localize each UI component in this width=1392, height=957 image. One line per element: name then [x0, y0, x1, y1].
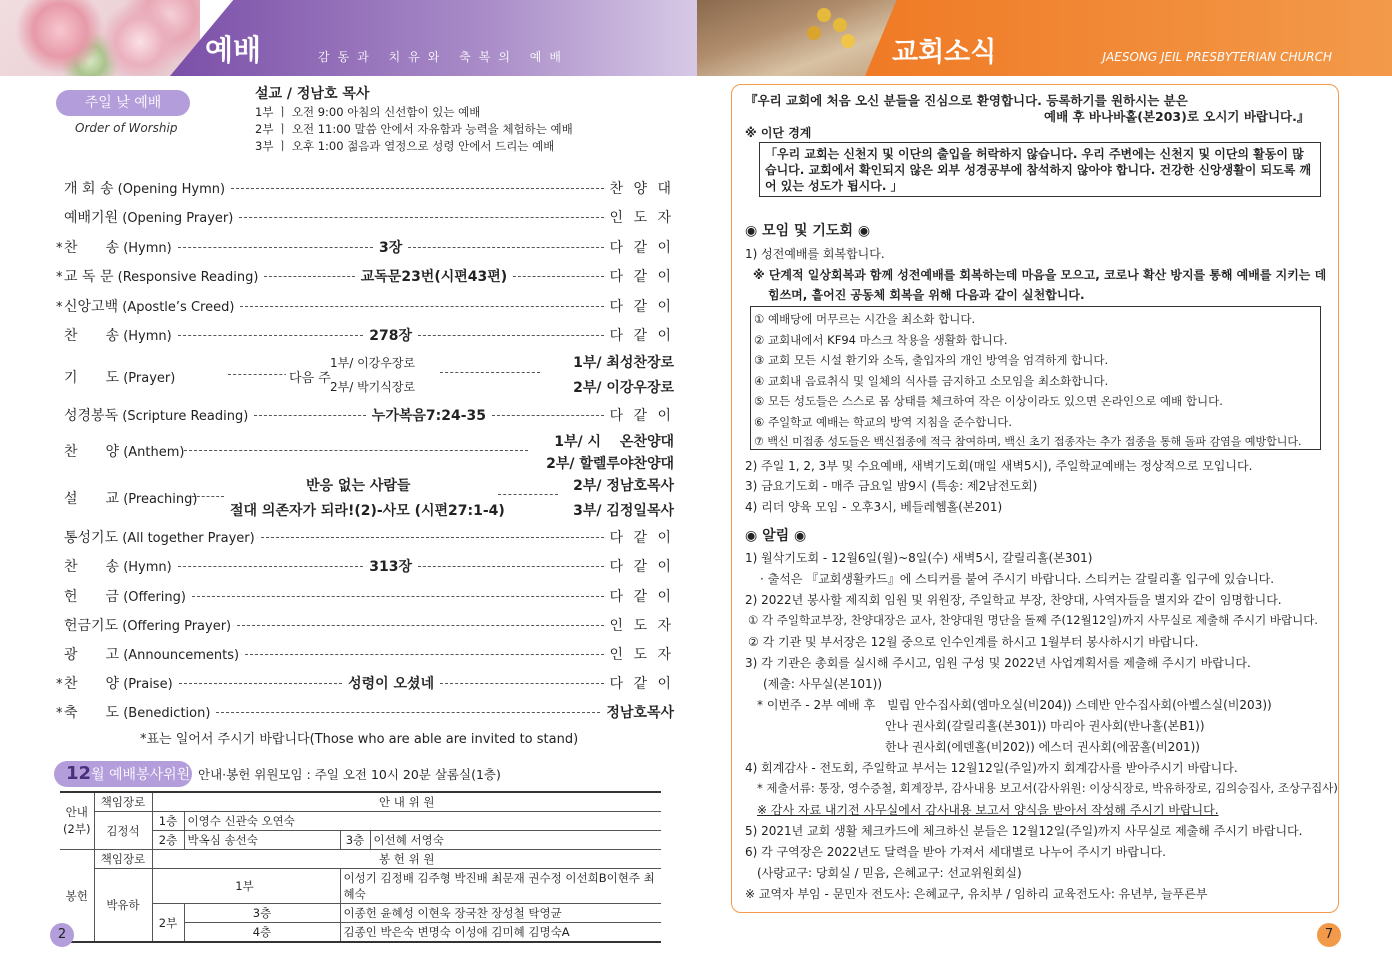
order-row	[56, 584, 674, 608]
service-time-3: 3부 ㅣ 오후 1:00 젊음과 열정으로 성령 안에서 드리는 예배	[255, 139, 555, 153]
dots	[440, 683, 603, 684]
order-leader: 인 도 자	[609, 647, 674, 663]
order-prayer	[56, 356, 674, 400]
staff-table	[60, 791, 661, 943]
order-label	[56, 644, 239, 664]
order-leader: 다 같 이	[609, 269, 674, 285]
order-label-kr: 신앙고백	[64, 299, 119, 315]
order-label	[56, 178, 225, 198]
notice-item: 5) 2021년 교회 생활 체크카드에 체크하신 분들은 12월12일(주일)까지 사무실로 제출해 주시기 바랍니다.	[745, 824, 1303, 838]
order-label-en: (Offering)	[123, 590, 186, 605]
order-row	[56, 323, 674, 347]
order-label-kr: 찬 양	[64, 676, 120, 692]
order-leader: 다 같 이	[609, 328, 675, 344]
welcome-text-2: 예배 후 바나바홀(본203)로 오시기 바랍니다.』	[1044, 109, 1310, 124]
order-label-en: (All together Prayer)	[122, 531, 255, 546]
order-label-en: (Opening Prayer)	[122, 211, 234, 226]
dots	[408, 247, 603, 248]
order-label-kr: 교 독 문	[64, 269, 114, 285]
stand-note: *표는 일어서 주시기 바랍니다(Those who are able are invited to stand)	[140, 732, 579, 747]
order-leader: 다 같 이	[609, 240, 674, 256]
meeting-note-2: 힘쓰며, 흩어진 공동체 회복을 위해 다음과 같이 실천합니다.	[768, 288, 1085, 302]
order-of-worship-label: Order of Worship	[75, 121, 178, 135]
order-row	[56, 613, 674, 637]
order-label	[56, 556, 172, 576]
stand-marker: *	[56, 241, 63, 256]
sermon-subtitle: 절대 의존자가 되라!(2)-사모 (시편27:1-4)	[230, 503, 505, 519]
notice-item: (사랑교구: 당회실 / 믿음, 은혜교구: 선교위원회실)	[757, 866, 1022, 880]
church-name: JAESONG JEIL PRESBYTERIAN CHURCH	[1102, 50, 1332, 64]
rule-item: ② 교회내에서 KF94 마스크 착용을 생활화 합니다.	[754, 332, 1008, 347]
dots	[178, 566, 364, 567]
floor: 4층	[184, 923, 340, 943]
dots	[498, 494, 558, 495]
order-label	[56, 702, 210, 722]
order-row	[56, 525, 674, 549]
notice-item: * 제출서류: 통장, 영수증철, 회계장부, 감사내용 보고서(감사위원: 이상식장로, 박유하장로, 김의승집사, 조상구집사)	[757, 781, 1338, 795]
part-label: 1부	[235, 879, 254, 893]
dots	[418, 566, 604, 567]
order-content: 누가복음7:24-35	[371, 408, 487, 424]
prayer-today-1: 1부/ 최성찬장로	[573, 355, 674, 371]
flower-decoration	[817, 8, 831, 22]
order-label-en: (Announcements)	[123, 648, 240, 663]
floor: 3층	[340, 831, 370, 850]
order-label-kr: 개 회 송	[64, 181, 114, 197]
meeting-note-1: ※ 단계적 일상회복과 함께 성전예배를 회복하는데 마음을 모으고, 코로나 확산 방지를 통해 예배를 지키는 데	[753, 268, 1327, 282]
head-elder: 책임장로	[94, 850, 152, 869]
worship-subtitle: 감동과 치유와 축복의 예배	[318, 50, 569, 64]
worship-title: 예배	[205, 33, 262, 67]
order-leader: 정남호목사	[606, 705, 674, 721]
december-staff-pill	[54, 761, 192, 787]
order-leader: 다 같 이	[609, 408, 674, 424]
order-label-kr: 예배기원	[64, 210, 119, 226]
notice-item: ② 각 기관 및 부서장은 12월 중으로 인수인계를 하시고 1월부터 봉사하시기 바랍니다.	[748, 635, 1199, 649]
service-time-1: 1부 ㅣ 오전 9:00 아침의 신선함이 있는 예배	[255, 105, 481, 119]
order-label-en: (Praise)	[123, 677, 173, 692]
order-label	[56, 237, 172, 257]
header-right	[697, 0, 1392, 76]
order-label-kr: 축 도	[64, 705, 120, 721]
welcome-text-1: 『우리 교회에 처음 오신 분들을 진심으로 환영합니다. 등록하기를 원하시는 분은	[745, 93, 1188, 108]
guide-label-2: (2부)	[63, 822, 91, 836]
order-label	[56, 296, 234, 316]
notice-item: * 이번주 - 2부 예배 후 빌립 안수집사회(엠마오실(비204)) 스데반 안수집사회(아벨스실(비203))	[757, 698, 1272, 712]
notice-item: ※ 감사 자료 내기전 사무실에서 감사내용 보고서 양식을 받아서 작성해 주시기 바랍니다.	[757, 803, 1219, 817]
members: 이선혜 서영숙	[370, 831, 661, 850]
order-row	[56, 554, 674, 578]
rule-item: ⑦ 백신 미접종 성도들은 백신접종에 적극 참여하며, 백신 초기 접종자는 추가 접종을 통해 돌파 감염을 예방합니다.	[754, 435, 1302, 448]
floor: 3층	[184, 904, 340, 923]
order-label-kr: 설 교	[64, 491, 120, 507]
dots	[245, 654, 603, 655]
order-leader: 다 같 이	[609, 530, 674, 546]
order-content: 313장	[369, 559, 412, 575]
notice-item: 2) 2022년 봉사할 제직회 임원 및 위원장, 주일학교 부장, 찬양대, 사역자들을 별지와 같이 임명합니다.	[745, 593, 1282, 607]
next-week-label: 다음 주	[286, 367, 334, 386]
dots	[178, 247, 373, 248]
order-row	[56, 700, 674, 724]
order-label	[56, 207, 233, 227]
head-guide-members: 안 내 위 원	[152, 792, 661, 812]
staff-meeting-note: 안내·봉헌 위원모임 : 주일 오전 10시 20분 살롬실(1층)	[198, 767, 501, 782]
order-row	[56, 176, 674, 200]
prayer-next-1: 1부/ 이강우장로	[330, 356, 416, 370]
order-anthem	[56, 428, 674, 472]
order-label-en: (Prayer)	[123, 371, 176, 386]
notice-item: 1) 월삭기도회 - 12월6일(월)~8일(수) 새벽5시, 갈릴리홀(본301)	[745, 551, 1093, 565]
notice-item: 안나 권사회(갈릴리홀(본301)) 마리아 권사회(반나홀(본B1))	[885, 719, 1205, 733]
dots	[254, 415, 366, 416]
dots	[440, 372, 540, 373]
dots	[192, 496, 224, 497]
order-content: 3장	[378, 240, 403, 256]
rule-item: ⑤ 모든 성도들은 스스로 몸 상태를 체크하여 작은 이상이라도 있으면 온라인으로 예배 합니다.	[754, 394, 1223, 408]
order-label-en: (Apostle’s Creed)	[122, 300, 235, 315]
part-label: 2부	[152, 904, 184, 943]
rule-item: ⑥ 주일학교 예배는 학교의 방역 지침을 준수합니다.	[754, 414, 1013, 429]
dots	[264, 276, 354, 277]
month-number: 12	[66, 763, 92, 784]
rule-item: ④ 교회내 음료취식 및 일체의 식사를 금지하고 소모임을 최소화합니다.	[754, 373, 1109, 388]
heresy-title: ※ 이단 경계	[745, 126, 812, 140]
prayer-next-2: 2부/ 박기식장로	[330, 380, 416, 394]
notice-item: (제출: 사무실(본101))	[763, 677, 883, 691]
order-label	[56, 615, 231, 635]
meeting-line-1: 1) 성전예배를 회복합니다.	[745, 247, 885, 261]
order-label	[56, 405, 248, 425]
section-notices-title: ◉ 알림 ◉	[745, 528, 807, 544]
order-label	[56, 266, 258, 286]
order-content: 278장	[369, 328, 412, 344]
order-content: 성령이 오셨네	[348, 676, 435, 692]
members: 이영수 신관숙 오연숙	[184, 812, 661, 831]
order-label	[56, 586, 186, 606]
order-label-kr: 헌 금	[64, 589, 120, 605]
order-row	[56, 205, 674, 229]
order-leader: 다 같 이	[609, 559, 675, 575]
sunday-worship-pill: 주일 낮 예배	[56, 90, 190, 116]
wood-image	[697, 0, 897, 76]
order-label-kr: 헌금기도	[64, 618, 119, 634]
order-label-kr: 찬 송	[64, 328, 120, 344]
offering-elder: 박유하	[94, 869, 152, 943]
order-content: 교독문23번(시편43편)	[360, 269, 508, 285]
order-label-kr: 찬 송	[64, 240, 120, 256]
order-label-en: (Preaching)	[123, 492, 198, 507]
order-label-kr: 찬 양	[64, 444, 120, 460]
dots	[261, 537, 604, 538]
stand-marker: *	[56, 300, 63, 315]
notice-item: ※ 교역자 부임 - 문민자 전도사: 은혜교구, 유치부 / 임하리 교육전도사: 유년부, 늘푸른부	[745, 887, 1208, 901]
meeting-line-3: 3) 금요기도회 - 매주 금요일 밤9시 (특송: 제2남전도회)	[745, 479, 1038, 493]
members: 김종인 박은숙 변명숙 이성애 김미혜 김명숙A	[340, 923, 661, 943]
meeting-line-4: 4) 리더 양육 모임 - 오후3시, 베들레헴홀(본201)	[745, 500, 1003, 514]
order-leader: 다 같 이	[609, 589, 674, 605]
order-label-kr: 성경봉독	[64, 408, 119, 424]
dots	[418, 335, 604, 336]
sermon-preacher: 설교 / 정남호 목사	[255, 86, 370, 102]
dots	[216, 712, 600, 713]
page-number-right: 7	[1317, 923, 1341, 947]
notice-item: 6) 각 구역장은 2022년도 달력을 받아 가져서 세대별로 나누어 주시기 바랍니다.	[745, 845, 1166, 859]
order-row	[56, 294, 674, 318]
order-label-en: (Hymn)	[123, 329, 172, 344]
order-row	[56, 671, 674, 695]
order-leader: 다 같 이	[609, 676, 675, 692]
order-row	[56, 264, 674, 288]
order-preaching	[56, 472, 674, 522]
preacher-2: 3부/ 김정일목사	[573, 503, 674, 519]
heresy-warning-box: 「우리 교회는 신천지 및 이단의 출입을 허락하지 않습니다. 우리 주변에는 신천지 및 이단의 활동이 많습니다. 교회에서 확인되지 않은 외부 성경공부에 참석하지 않아야 합니다. 건강한 신앙생활이 되도록 깨어 있는 성도가 됩시다. 」	[759, 142, 1321, 197]
sermon-title: 반응 없는 사람들	[306, 478, 411, 494]
table-row	[60, 869, 661, 904]
order-row	[56, 235, 674, 259]
order-leader: 인 도 자	[609, 618, 674, 634]
order-label-en: (Benediction)	[123, 706, 211, 721]
service-time-2: 2부 ㅣ 오전 11:00 말씀 안에서 자유함과 능력을 체험하는 예배	[255, 122, 573, 136]
stand-marker: *	[56, 677, 63, 692]
order-leader: 인 도 자	[609, 210, 674, 226]
order-label-kr: 통성기도	[64, 530, 119, 546]
pill-label: 월 예배봉사위원	[91, 767, 191, 783]
rule-item: ① 예배당에 머무르는 시간을 최소화 합니다.	[754, 312, 976, 326]
order-label	[56, 673, 173, 693]
table-row	[60, 792, 661, 812]
dots	[192, 596, 604, 597]
preacher-1: 2부/ 정남호목사	[573, 478, 674, 494]
page-number-left: 2	[50, 923, 74, 947]
order-leader: 다 같 이	[609, 299, 674, 315]
anthem-choir-1: 1부/ 시 온찬양대	[554, 434, 674, 450]
dots	[513, 276, 603, 277]
offering-label: 봉헌	[60, 850, 94, 943]
rule-item: ③ 교회 모든 시설 환기와 소독, 출입자의 개인 방역을 엄격하게 합니다.	[754, 353, 1109, 367]
stand-marker: *	[56, 270, 63, 285]
stand-marker: *	[56, 706, 63, 721]
dots	[178, 335, 364, 336]
members: 이성기 김정배 김주형 박진배 최문재 권수정 이선희B이현주 최혜숙	[340, 869, 661, 904]
table-row	[60, 850, 661, 869]
head-offering-members: 봉 헌 위 원	[152, 850, 661, 869]
order-label-en: (Anthem)	[123, 445, 185, 460]
order-leader: 찬 양 대	[609, 181, 674, 197]
dots	[492, 415, 604, 416]
dots	[239, 217, 603, 218]
order-label-en: (Scripture Reading)	[122, 409, 249, 424]
flower-image	[0, 0, 200, 76]
order-row	[56, 642, 674, 666]
news-title: 교회소식	[892, 37, 997, 68]
order-label-en: (Opening Hymn)	[117, 182, 226, 197]
table-row	[60, 812, 661, 831]
order-label-en: (Hymn)	[123, 241, 172, 256]
notice-item: 3) 각 기관은 총회를 실시해 주시고, 임원 구성 및 2022년 사업계획서를 제출해 주시기 바랍니다.	[745, 656, 1251, 670]
floor: 2층	[152, 831, 184, 850]
notice-item: 한나 권사회(에덴홀(비202)) 에스더 권사회(에꿈홀(비201))	[885, 740, 1200, 754]
section-meetings-title: ◉ 모임 및 기도회 ◉	[745, 223, 871, 239]
order-label	[56, 325, 172, 345]
dots	[179, 683, 342, 684]
notice-item: 4) 회계감사 - 전도회, 주일학교 부서는 12월12일(주일)까지 회계감사를 받아주시기 바랍니다.	[745, 761, 1238, 775]
rules-box	[750, 306, 1321, 450]
guide-label: 안내	[65, 805, 88, 819]
meeting-line-2: 2) 주일 1, 2, 3부 및 수요예배, 새벽기도회(매일 새벽5시), 주일학교예배는 정상적으로 모입니다.	[745, 459, 1253, 473]
dots	[240, 306, 603, 307]
order-label-kr: 광 고	[64, 647, 120, 663]
order-label-en: (Offering Prayer)	[122, 619, 232, 634]
dots	[184, 450, 528, 451]
anthem-choir-2: 2부/ 할렐루야찬양대	[546, 456, 674, 472]
dots	[231, 188, 603, 189]
order-label-kr: 찬 송	[64, 559, 120, 575]
members: 이종헌 윤혜성 이현욱 장국찬 장성철 탁영균	[340, 904, 661, 923]
head-elder: 책임장로	[94, 792, 152, 812]
order-label-en: (Responsive Reading)	[117, 270, 259, 285]
floor: 1층	[152, 812, 184, 831]
order-label-kr: 기 도	[64, 370, 120, 386]
order-label	[56, 527, 255, 547]
service-times	[255, 104, 573, 155]
order-row	[56, 403, 674, 427]
members: 박옥심 송선숙	[184, 831, 340, 850]
prayer-today-2: 2부/ 이강우장로	[573, 380, 674, 396]
order-label-en: (Hymn)	[123, 560, 172, 575]
header-left	[0, 0, 697, 76]
dots	[237, 625, 603, 626]
guide-elder: 김정석	[94, 812, 152, 850]
notice-item: ① 각 주일학교부장, 찬양대장은 교사, 찬양대원 명단을 돌째 주(12월12일)까지 사무실로 제출해 주시기 바랍니다.	[748, 613, 1318, 627]
notice-item: · 출석은 『교회생활카드』에 스티커를 붙여 주시기 바랍니다. 스티커는 갈릴리홀 입구에 있습니다.	[760, 572, 1275, 586]
